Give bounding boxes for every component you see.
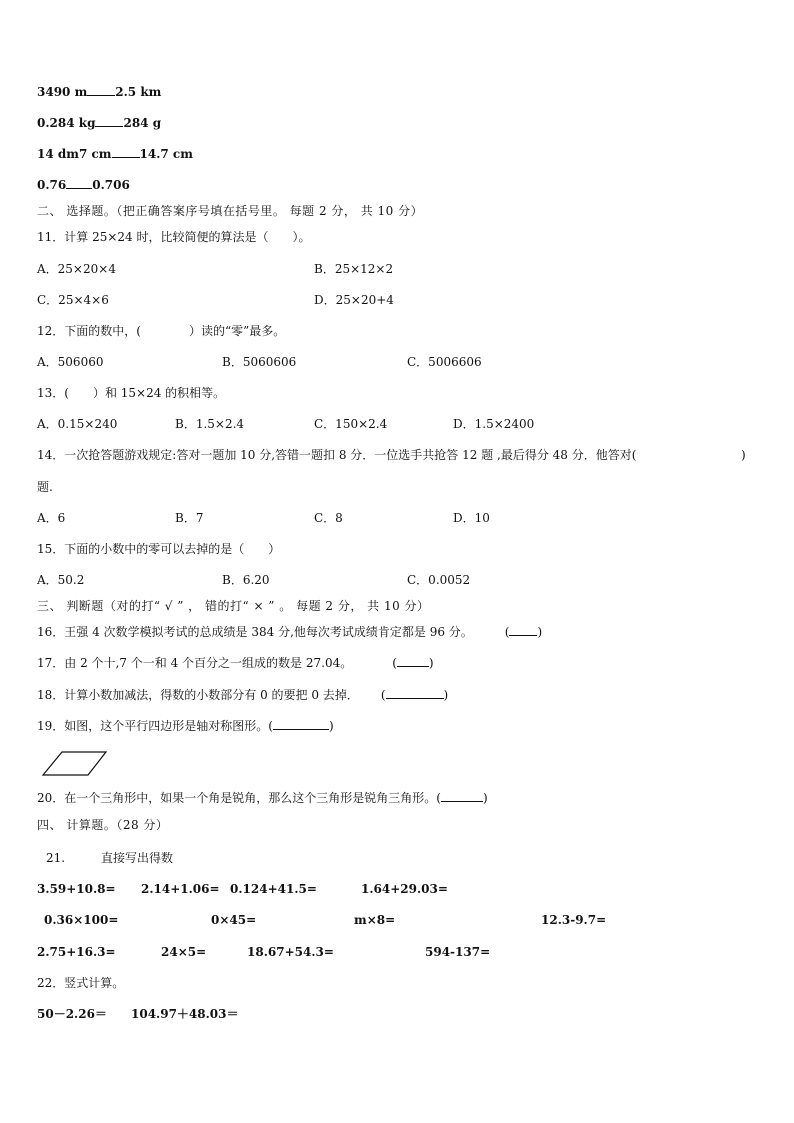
option-a[interactable]: A．0.15×240 xyxy=(37,417,118,431)
compare-row-3: 14 dm7 cm 14.7 cm xyxy=(37,147,193,161)
option-b[interactable]: B．25×12×2 xyxy=(314,262,394,276)
answer-blank[interactable] xyxy=(66,188,92,189)
answer-blank[interactable] xyxy=(397,666,429,667)
answer-blank[interactable] xyxy=(87,95,115,96)
question-14-cont: 题. xyxy=(37,480,53,494)
calc-item[interactable]: m×8= xyxy=(354,913,396,927)
option-a[interactable]: A．50.2 xyxy=(37,573,85,587)
question-18: 18．计算小数加减法，得数的小数部分有 0 的要把 0 去掉． ( ) xyxy=(37,688,449,702)
compare-row-1: 3490 m 2.5 km xyxy=(37,85,162,99)
section-heading-judge: 三、 判断题（对的打“ √ ” ， 错的打“ × ” 。 每题 2 分， 共 10 分） xyxy=(37,599,430,613)
question-17: 17．由 2 个十,7 个一和 4 个百分之一组成的数是 27.04。 ( ) xyxy=(37,656,434,670)
option-a[interactable]: A．506060 xyxy=(37,355,104,369)
question-13: 13．( ）和 15×24 的积相等。 xyxy=(37,386,226,400)
option-d[interactable]: D．25×20+4 xyxy=(314,293,394,307)
calc-item[interactable]: 24×5= xyxy=(161,945,207,959)
option-c[interactable]: C．5006606 xyxy=(407,355,482,369)
vertical-calc-item[interactable]: 104.97＋48.03＝ xyxy=(131,1007,239,1021)
calc-item[interactable]: 0.36×100= xyxy=(44,913,119,927)
answer-blank[interactable] xyxy=(112,157,140,158)
option-a[interactable]: A．25×20×4 xyxy=(37,262,116,276)
compare-row-4: 0.76 0.706 xyxy=(37,178,130,192)
section-heading-calc: 四、 计算题。（28 分） xyxy=(37,818,169,832)
parallelogram-figure xyxy=(40,750,110,778)
option-b[interactable]: B．5060606 xyxy=(222,355,297,369)
question-21-number: 21. xyxy=(46,851,66,865)
option-c[interactable]: C．150×2.4 xyxy=(314,417,388,431)
question-15: 15．下面的小数中的零可以去掉的是（ ） xyxy=(37,542,281,556)
option-b[interactable]: B．1.5×2.4 xyxy=(175,417,245,431)
option-b[interactable]: B．6.20 xyxy=(222,573,270,587)
question-22-title: 22．竖式计算。 xyxy=(37,976,125,990)
question-21-title: 直接写出得数 xyxy=(101,851,174,865)
option-c[interactable]: C．25×4×6 xyxy=(37,293,109,307)
option-d[interactable]: D．10 xyxy=(453,511,490,525)
calc-item[interactable]: 2.14+1.06= xyxy=(141,882,220,896)
section-heading-choice: 二、 选择题。（把正确答案序号填在括号里。 每题 2 分， 共 10 分） xyxy=(37,204,424,218)
question-11: 11．计算 25×24 时，比较简便的算法是（ ）。 xyxy=(37,230,311,244)
calc-item[interactable]: 2.75+16.3= xyxy=(37,945,116,959)
answer-blank[interactable] xyxy=(273,729,329,730)
calc-item[interactable]: 0×45= xyxy=(211,913,257,927)
question-19: 19．如图，这个平行四边形是轴对称图形。( ) xyxy=(37,719,334,733)
question-20: 20．在一个三角形中，如果一个角是锐角，那么这个三角形是锐角三角形。( ) xyxy=(37,791,488,805)
answer-blank[interactable] xyxy=(509,635,537,636)
option-b[interactable]: B．7 xyxy=(175,511,204,525)
option-c[interactable]: C．8 xyxy=(314,511,343,525)
calc-item[interactable]: 1.64+29.03= xyxy=(361,882,448,896)
question-14: 14．一次抢答题游戏规定:答对一题加 10 分,答错一题扣 8 分．一位选手共抢答 12 题 ,最后得分 48 分．他答对( xyxy=(37,448,637,462)
calc-item[interactable]: 0.124+41.5= xyxy=(230,882,317,896)
option-d[interactable]: D．1.5×2400 xyxy=(453,417,535,431)
answer-blank[interactable] xyxy=(386,698,444,699)
question-16: 16．王强 4 次数学模拟考试的总成绩是 384 分,他每次考试成绩肯定都是 96 分。 ( ) xyxy=(37,625,543,639)
option-c[interactable]: C．0.0052 xyxy=(407,573,471,587)
calc-item[interactable]: 12.3-9.7= xyxy=(541,913,607,927)
calc-item[interactable]: 18.67+54.3= xyxy=(247,945,334,959)
question-14-paren-close: ) xyxy=(741,448,746,462)
question-12: 12．下面的数中，( ）读的“零”最多。 xyxy=(37,324,286,338)
vertical-calc-item[interactable]: 50－2.26＝ xyxy=(37,1007,107,1021)
answer-blank[interactable] xyxy=(95,126,123,127)
answer-blank[interactable] xyxy=(441,801,483,802)
compare-row-2: 0.284 kg 284 g xyxy=(37,116,162,130)
calc-item[interactable]: 3.59+10.8= xyxy=(37,882,116,896)
option-a[interactable]: A．6 xyxy=(37,511,66,525)
calc-item[interactable]: 594-137= xyxy=(425,945,491,959)
